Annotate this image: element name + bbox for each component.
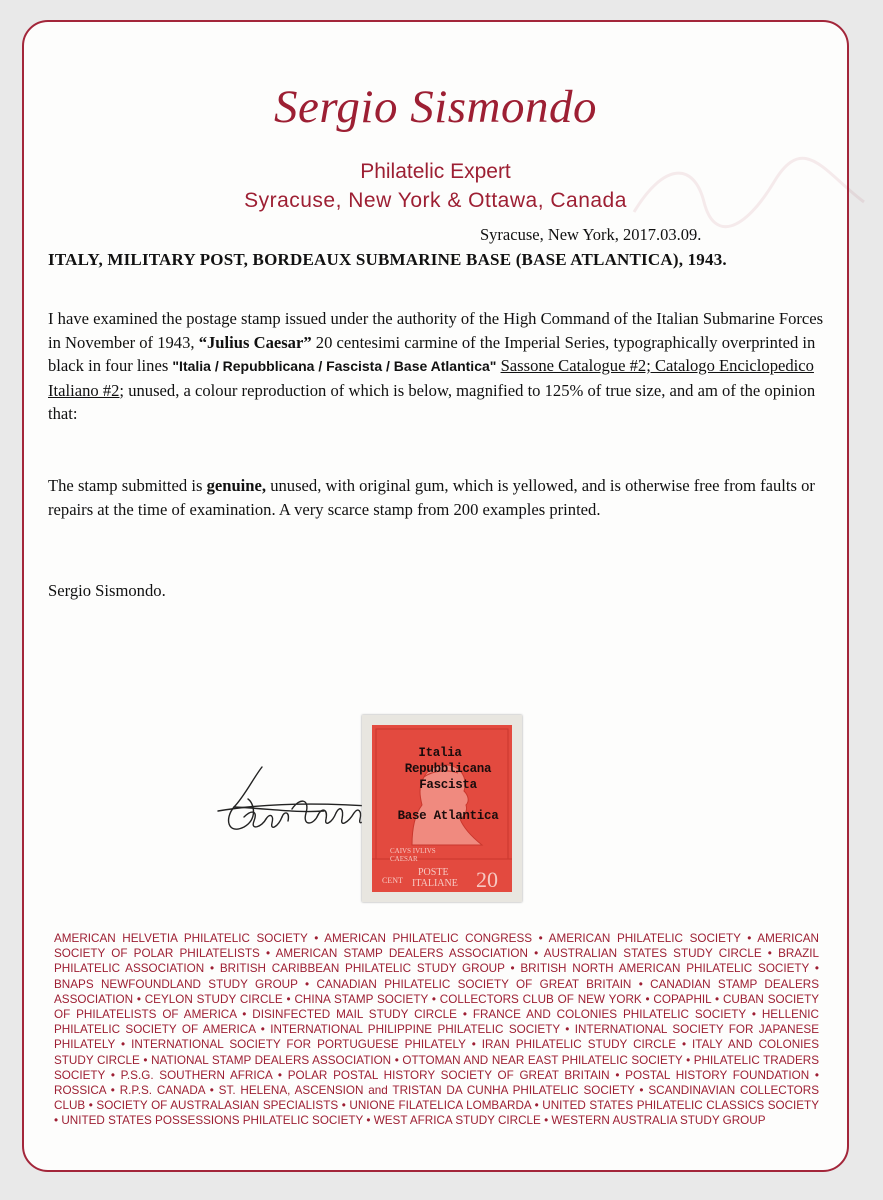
para2-outro: unused, with original gum, which is yellowed, and is otherwise free from faults or repairs at the time of examination. A very scarce stamp from 200 examples printed. <box>48 476 815 519</box>
verdict: genuine, <box>206 476 267 495</box>
catalogue-reference: Sassone Catalogue #2; Catalogo Enciclopedico Italiano #2; <box>48 356 814 400</box>
overprint-line: Fascista <box>419 778 477 792</box>
examination-paragraph <box>48 307 828 426</box>
closing-signature-name: Sergio Sismondo. <box>48 581 166 600</box>
expert-name: Sergio Sismondo <box>273 81 597 133</box>
dateline: Syracuse, New York, 2017.03.09. <box>480 225 702 244</box>
para1-outro: unused, a colour reproduction of which is below, magnified to 125% of true size, and am of the opinion that: <box>48 380 816 423</box>
opinion-paragraph <box>48 474 828 521</box>
overprint-line: Repubblicana <box>404 762 492 776</box>
stamp-name: “Julius Caesar” <box>198 332 312 352</box>
stamp-legend-right: CAESAR <box>390 855 418 863</box>
overprint-text: "Italia / Repubblicana / Fascista / Base Atlantica" <box>172 358 497 374</box>
stamp-poste: POSTE <box>418 867 449 878</box>
para1-desc: 20 centesimi carmine of the Imperial Series, typographically overprinted in black in four lines <box>48 332 816 375</box>
certificate-heading: ITALY, MILITARY POST, BORDEAUX SUBMARINE BASE (BASE ATLANTICA), 1943. <box>48 250 727 269</box>
stamp-value: 20 <box>476 867 498 892</box>
expert-location: Syracuse, New York & Ottawa, Canada <box>244 189 627 212</box>
para2-intro: The stamp submitted is <box>48 476 207 495</box>
expert-title: Philatelic Expert <box>360 160 511 183</box>
stamp-legend-left: CAIVS IVLIVS <box>390 847 436 855</box>
stamp-image <box>362 715 522 902</box>
overprint-line: Base Atlantica <box>397 809 499 823</box>
certificate-sheet <box>22 20 849 1172</box>
stamp-design <box>372 725 512 892</box>
stamp-cent: CENT <box>382 876 403 885</box>
overprint-line: Italia <box>418 746 462 760</box>
para1-intro: I have examined the postage stamp issued under the authority of the High Command of the Italian Submarine Forces in November of 1943, <box>48 309 824 352</box>
society-memberships: AMERICAN HELVETIA PHILATELIC SOCIETY • AMERICAN PHILATELIC CONGRESS • AMERICAN PHILATELIC SOCIETY • AMERICAN SOCIETY OF POLAR PHILATELISTS • AMERICAN STAMP DEALERS ASSOCIATION • AUSTRALIAN STATES STUDY CIRCLE • BRAZIL PHILATELIC ASSOCIATION • BRITISH CARIBBEAN PHILATELIC STUDY GROUP • BRITISH NORTH AMERICAN PHILATELIC SOCIETY • BNAPS NEWFOUNDLAND STUDY GROUP • CANADIAN PHILATELIC SOCIETY OF GREAT BRITAIN • CANADIAN STAMP DEALERS ASSOCIATION • CEYLON STUDY CIRCLE • CHINA STAMP SOCIETY • COLLECTORS CLUB OF NEW YORK • COPAPHIL • CUBAN SOCIETY OF PHILATELISTS OF AMERICA • DISINFECTED MAIL STUDY CIRCLE • FRANCE AND COLONIES PHILATELIC SOCIETY • HELLENIC PHILATELIC SOCIETY OF AMERICA • INTERNATIONAL PHILIPPINE PHILATELIC SOCIETY • INTERNATIONAL SOCIETY FOR JAPANESE PHILATELY • INTERNATIONAL SOCIETY FOR PORTUGUESE PHILATELY • IRAN PHILATELIC STUDY CIRCLE • ITALY AND COLONIES STUDY CIRCLE • NATIONAL STAMP DEALERS ASSOCIATION • OTTOMAN AND NEAR EAST PHILATELIC SOCIETY • PHILATELIC TRADERS SOCIETY • P.S.G. SOUTHERN AFRICA • POLAR POSTAL HISTORY SOCIETY OF GREAT BRITAIN • POSTAL HISTORY FOUNDATION • ROSSICA • R.P.S. CANADA • ST. HELENA, ASCENSION and TRISTAN DA CUNHA PHILATELIC SOCIETY • SCANDINAVIAN COLLECTORS CLUB • SOCIETY OF AUSTRALASIAN SPECIALISTS • UNIONE FILATELICA LOMBARDA • UNITED STATES PHILATELIC CLASSICS SOCIETY • UNITED STATES POSSESSIONS PHILATELIC SOCIETY • WEST AFRICA STUDY CIRCLE • WESTERN AUSTRALIA STUDY GROUP <box>54 932 819 1128</box>
stamp-italiane: ITALIANE <box>412 878 458 889</box>
